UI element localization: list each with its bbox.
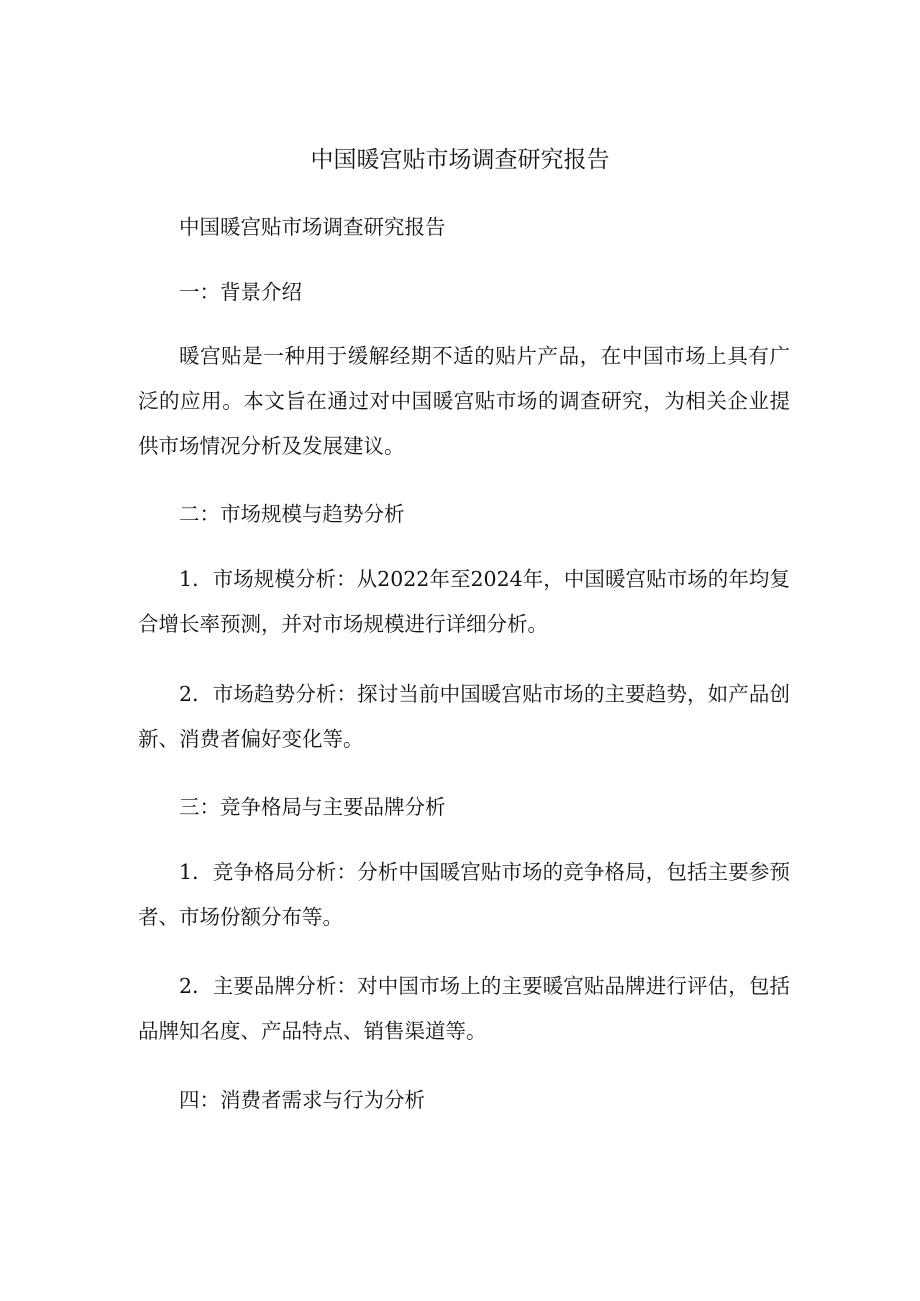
- competition-paragraph: 1．竞争格局分析：分析中国暖宫贴市场的竞争格局，包括主要参预者、市场份额分布等。: [138, 860, 790, 929]
- section-heading-background: 一：背景介绍: [179, 280, 302, 304]
- section-heading-consumer: 四：消费者需求与行为分析: [179, 1088, 425, 1112]
- document-title: 中国暖宫贴市场调查研究报告: [310, 147, 610, 173]
- background-paragraph: 暖宫贴是一种用于缓解经期不适的贴片产品，在中国市场上具有广泛的应用。本文旨在通过对中国暖宫贴市场的调查研究，为相关企业提供市场情况分析及发展建议。: [138, 344, 790, 458]
- subtitle-paragraph: 中国暖宫贴市场调查研究报告: [179, 215, 446, 239]
- section-heading-competition: 三：竞争格局与主要品牌分析: [179, 795, 446, 819]
- section-heading-market-size: 二：市场规模与趋势分析: [179, 502, 405, 526]
- market-trend-paragraph: 2．市场趋势分析：探讨当前中国暖宫贴市场的主要趋势，如产品创新、消费者偏好变化等。: [138, 682, 790, 751]
- market-size-paragraph: 1．市场规模分析：从2022年至2024年，中国暖宫贴市场的年均复合增长率预测，并对市场规模进行详细分析。: [138, 567, 790, 636]
- brand-analysis-paragraph: 2．主要品牌分析：对中国市场上的主要暖宫贴品牌进行评估，包括品牌知名度、产品特点、销售渠道等。: [138, 974, 790, 1043]
